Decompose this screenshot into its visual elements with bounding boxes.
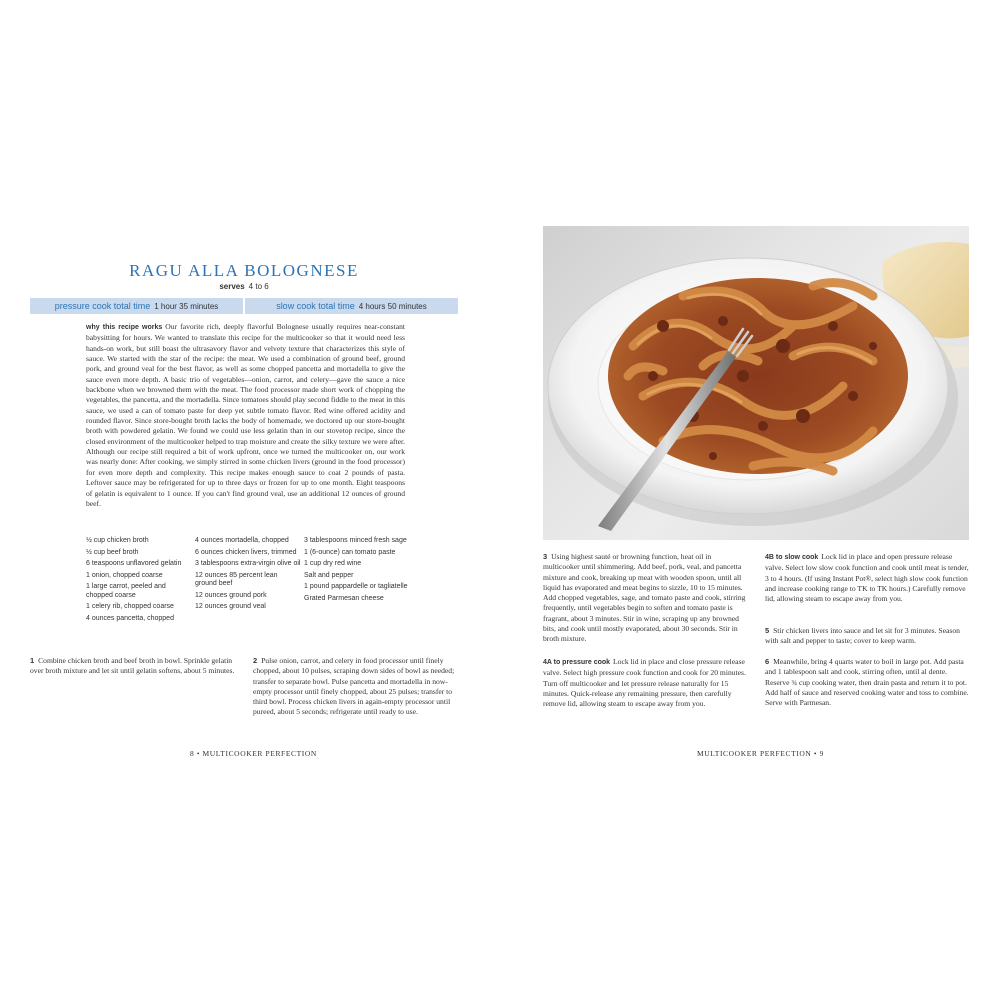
ingredient-item: 1 pound pappardelle or tagliatelle — [304, 583, 408, 591]
ingredient-item: 1 large carrot, peeled and chopped coarse — [86, 583, 166, 599]
serves-line — [30, 282, 458, 291]
step-label: 4A to pressure cook — [543, 659, 611, 666]
pasta-plate-illustration — [543, 226, 969, 540]
ingredients-column-1 — [86, 537, 192, 627]
serves-label: serves — [219, 282, 245, 291]
step-2 — [253, 656, 458, 718]
ingredient-item: 1 cup dry red wine — [304, 560, 362, 568]
ingredient-item: 1 (6-ounce) can tomato paste — [304, 548, 396, 556]
step-text: Lock lid in place and close pressure release valve. Select high pressure cook function and cook for 20 minutes. Turn off multicooker and let pressure release naturally for 15 minutes. Quick-release any remaining pressure, then carefully remove lid, allowing steam to escape away from you. — [543, 657, 746, 709]
why-this-recipe-works — [86, 322, 405, 509]
why-text: Our favorite rich, deeply flavorful Bolognese usually requires near-constant babysitting for hours. We wanted to translate this recipe for the multicooker so that it would need less hands-on work, but still boast the ultrasavory flavor and velvety texture that characterizes this style of sauce. We started with the star of the recipe: the meat. We used a combination of ground beef, ground pork, and ground veal for the best flavor, as well as some chopped pancetta and mortadella to give the sauce even more depth. A basic trio of vegetables—onion, carrot, and celery—gave the sauce a nice backbone when we browned them with the meat. The food processor made short work of chopping the vegetables, the pancetta, and the mortadella. Since tomatoes should play second fiddle to the meat in this sauce, we used a can of tomato paste for deep yet subtle tomato flavor. Red wine offered acidity and rounded flavor. Since store-bought broth lacks the body of homemade, we doctored up our store-bought broth with powdered gelatin. We found we could use less gelatin than in our stovetop recipe, since the closed environment of the multicooker helped to trap moisture and create the silky texture we were after. Although our recipe still required a bit of work upfront, once we turned the multicooker on, our work was nearly done: After cooking, we simply stirred in some chicken livers (ground in the food processor) for even more depth and complexity. This recipe makes enough sauce to coat 2 pounds of pasta. Leftover sauce may be refrigerated for up to three days or frozen for up to one month. Eight teaspoons of gelatin is equivalent to 1 ounce. If you can't find ground veal, use an additional 12 ounces of ground beef. — [86, 322, 406, 508]
step-number: 6 — [765, 657, 770, 666]
ingredients-column-2 — [195, 537, 301, 615]
step-5 — [765, 626, 969, 647]
slow-cook-label: slow cook total time — [276, 301, 355, 311]
step-number: 3 — [543, 552, 548, 561]
ingredient-item: ½ cup beef broth — [86, 548, 139, 556]
step-number: 2 — [253, 656, 258, 665]
step-text: Combine chicken broth and beef broth in bowl. Sprinkle gelatin over broth mixture and let sit until gelatin softens, about 5 minutes. — [30, 656, 235, 676]
ingredient-item: 6 teaspoons unflavored gelatin — [86, 560, 182, 568]
step-4b — [765, 552, 969, 604]
ingredient-item: Salt and pepper — [304, 571, 354, 579]
cook-time-bar — [30, 298, 458, 314]
slow-cook-value: 4 hours 50 minutes — [358, 301, 427, 311]
recipe-photo — [543, 226, 969, 540]
ingredient-item: 1 onion, chopped coarse — [86, 571, 163, 579]
slow-cook-time — [245, 298, 458, 314]
step-4a — [543, 657, 747, 709]
ingredient-item: ½ cup chicken broth — [86, 537, 149, 544]
ingredient-item: 4 ounces pancetta, chopped — [86, 614, 174, 622]
ingredient-item: 3 tablespoons minced fresh sage — [304, 537, 407, 544]
ingredients-column-3 — [304, 537, 410, 607]
step-text: Pulse onion, carrot, and celery in food processor until finely chopped, about 10 pulses, scraping down sides of bowl as needed; transfer to separate bowl. Pulse pancetta and mortadella in now-empty processor until finely chopped, about 25 pulses; transfer to third bowl. Process chicken livers in again-empty processor until pureed, about 5 seconds; refrigerate until ready to use. — [253, 656, 455, 717]
left-page-footer: 8 • MULTICOOKER PERFECTION — [190, 749, 317, 758]
step-text: Using highest sauté or browning function, heat oil in multicooker until shimmering. Add beef, pork, veal, and pancetta mixture and cook, breaking up meat with wooden spoon, until all liquid has evaporated and meat begins to sizzle, 10 to 15 minutes. Add chopped vegetables, sage, and tomato paste and cook, stirring frequently, until vegetables begin to soften and tomato paste is fragrant, about 3 minutes. Stir in wine, scraping up any browned bits, and cook until mostly evaporated, about 30 seconds. Stir in broth mixture. — [543, 552, 746, 644]
step-label: 4B to slow cook — [765, 554, 819, 561]
right-page-footer: MULTICOOKER PERFECTION • 9 — [697, 749, 824, 758]
ingredient-item: Grated Parmesan cheese — [304, 594, 384, 602]
ingredient-item: 1 celery rib, chopped coarse — [86, 603, 174, 611]
step-number: 5 — [765, 626, 770, 635]
step-text: Meanwhile, bring 4 quarts water to boil in large pot. Add pasta and 1 tablespoon salt and cook, stirring often, until al dente. Reserve ¾ cup cooking water, then drain pasta and return it to pot. Add half of sauce and reserved cooking water and toss to combine. Serve with Parmesan. — [765, 657, 969, 708]
step-text: Lock lid in place and open pressure release valve. Select low slow cook function and cook until meat is tender, 3 to 4 hours. (If using Instant Pot®, select high slow cook function and increase cooking range to TK to TK hours.) Carefully remove lid, allowing steam to escape away from you. — [765, 552, 969, 604]
ingredient-item: 4 ounces mortadella, chopped — [195, 537, 289, 544]
pressure-cook-value: 1 hour 35 minutes — [154, 301, 219, 311]
recipe-title: RAGU ALLA BOLOGNESE — [129, 261, 359, 280]
step-1 — [30, 656, 242, 677]
ingredient-item: 12 ounces ground pork — [195, 591, 267, 599]
serves-value: 4 to 6 — [248, 282, 269, 291]
why-label: why this recipe works — [86, 324, 163, 331]
step-6 — [765, 657, 969, 708]
pressure-cook-label: pressure cook total time — [54, 301, 151, 311]
ingredient-item: 6 ounces chicken livers, trimmed — [195, 548, 297, 556]
ingredient-item: 12 ounces ground veal — [195, 603, 266, 611]
step-3 — [543, 552, 747, 645]
ingredient-item: 3 tablespoons extra-virgin olive oil — [195, 560, 301, 568]
pressure-cook-time — [30, 298, 243, 314]
ingredient-item: 12 ounces 85 percent lean ground beef — [195, 571, 278, 588]
step-number: 1 — [30, 656, 35, 665]
step-text: Stir chicken livers into sauce and let sit for 3 minutes. Season with salt and pepper to taste; cover to keep warm. — [765, 626, 960, 646]
